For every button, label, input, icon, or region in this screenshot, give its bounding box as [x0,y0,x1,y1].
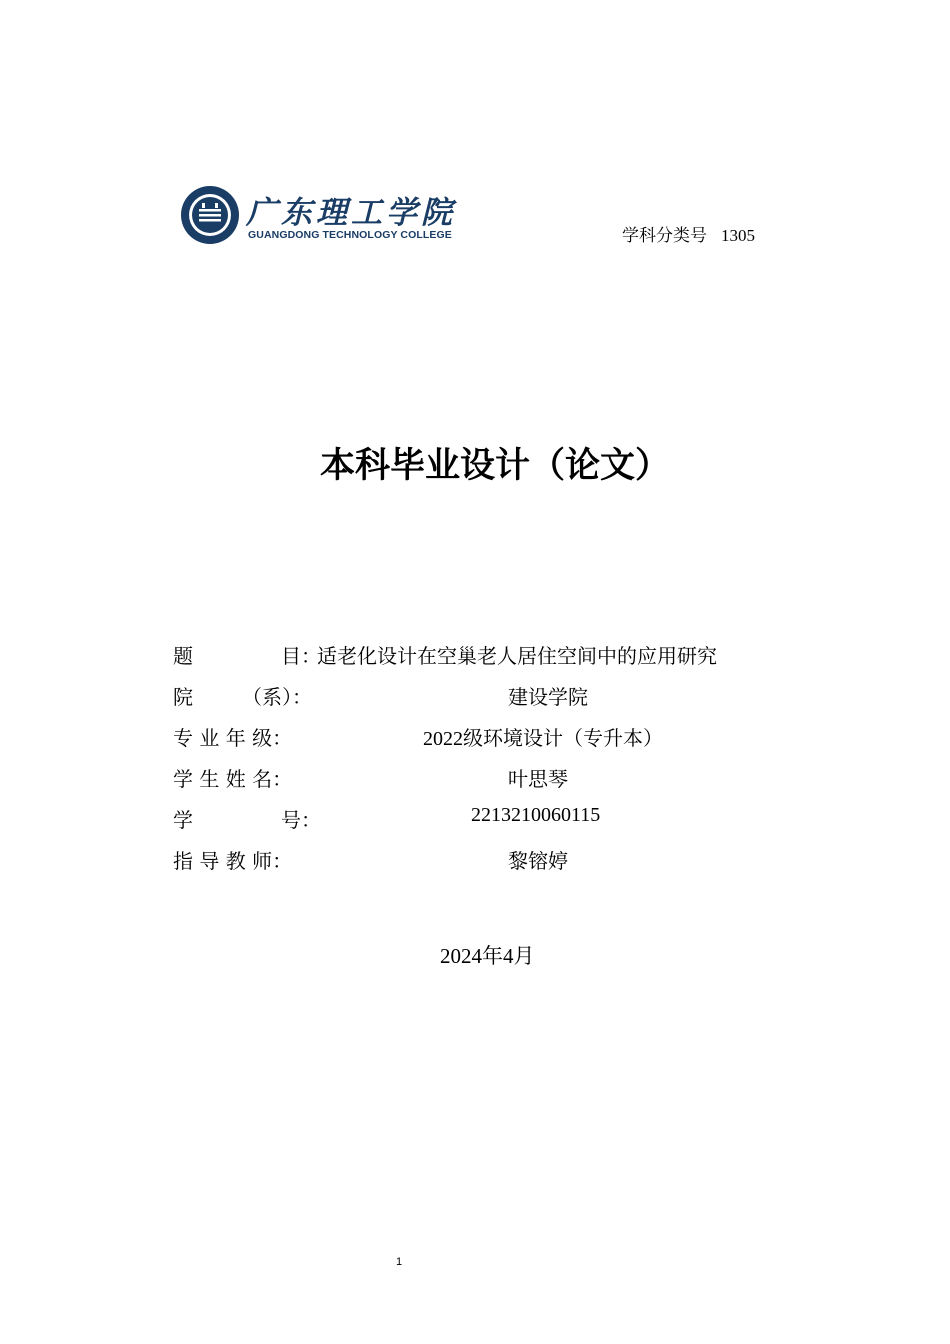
topic-label-end: 目： [281,644,321,668]
college-name-en: GUANGDONG TECHNOLOGY COLLEGE [248,229,452,241]
page-title: 本科毕业设计（论文） [319,446,670,486]
student-id-value: 2213210060115 [471,804,601,826]
advisor-value: 黎镕婷 [508,851,568,873]
page-number: 1 [396,1256,403,1268]
college-value: 建设学院 [508,687,588,709]
major-value: 2022级环境设计（专升本） [423,728,663,750]
topic-value: 适老化设计在空巢老人居住空间中的应用研究 [317,646,717,668]
college-label-end: （系）： [242,685,312,709]
topic-label-start: 题 [173,644,193,668]
student-id-label-start: 学 [173,808,193,832]
student-name-value: 叶思琴 [508,769,568,791]
classification-value: 1305 [721,226,755,245]
student-id-label-end: 号： [281,808,321,832]
college-label-start: 院 [173,685,193,709]
submission-date: 2024年4月 [440,944,535,968]
classification-label: 学科分类号 [622,226,707,246]
advisor-label: 指 导 教 师： [173,849,293,873]
major-label: 专 业 年 级： [173,726,293,750]
student-name-label: 学 生 姓 名： [173,767,293,791]
college-name-cn: 广东理工学院 [246,195,456,231]
